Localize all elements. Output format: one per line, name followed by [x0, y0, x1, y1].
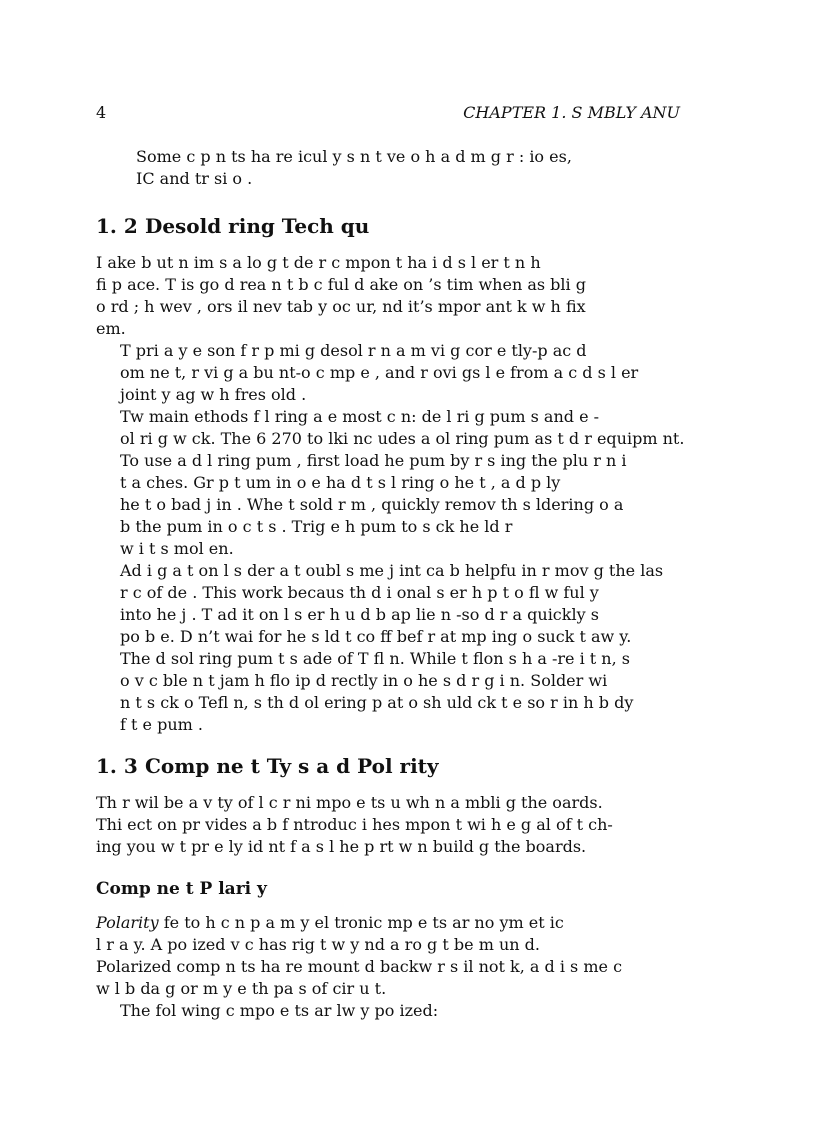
- text-line: l r a y. A po ized v c has rig t w y nd a ro g t be m un d.: [96, 935, 540, 954]
- paragraph: [96, 648, 672, 736]
- section-title: Comp ne t Ty s a d Pol rity: [144, 754, 439, 778]
- text-line: po b e. D n’t wai for he s ld t co ff bef r at mp ing o suck t aw y.: [120, 627, 632, 646]
- text-line: [96, 912, 672, 934]
- subsection-body: [96, 912, 672, 1022]
- section-number: 1. 2: [96, 214, 138, 238]
- section-number: 1. 3: [96, 754, 138, 778]
- section-body: [96, 792, 672, 858]
- paragraph: [96, 1000, 672, 1022]
- section-body: [96, 252, 685, 736]
- paragraph: [96, 340, 672, 406]
- text-line: b the pum in o c t s . Trig e h pum to s ck he ld r: [120, 517, 513, 536]
- text-line: t a ches. Gr p t um in o e ha d t s l ring o he t , a d p ly: [120, 473, 561, 492]
- paragraph: [96, 560, 672, 648]
- section-title: Desold ring Tech qu: [144, 214, 370, 238]
- text-line: o rd ; h wev , ors il nev tab y oc ur, nd it’s mpor ant k w h fix: [96, 297, 586, 316]
- text-line: T pri a y e son f r p mi g desol r n a m vi g cor e tly-p ac d: [120, 341, 587, 360]
- subsection-heading: Comp ne t P lari y: [96, 879, 267, 899]
- text-line: joint y ag w h fres old .: [120, 385, 307, 404]
- section-heading-1-3: [96, 754, 672, 778]
- text-fragment: fe to h c n p a m y el tronic mp e ts ar no ym et ic: [158, 913, 564, 932]
- text-line: Ad i g a t on l s der a t oubl s me j int ca b helpfu in r mov g the las: [120, 561, 664, 580]
- text-line: o v c ble n t jam h flo ip d rectly in o he s d r g i n. Solder wi: [120, 671, 608, 690]
- text-line: The d sol ring pum t s ade of T fl n. While t flon s h a -re i t n, s: [120, 649, 630, 668]
- text-line: he t o bad j in . Whe t sold r m , quickly remov th s ldering o a: [120, 495, 624, 514]
- text-line: Thi ect on pr vides a b f ntroduc i hes mpon t wi h e g al of t ch-: [96, 815, 613, 834]
- page-content: [96, 146, 685, 1040]
- paragraph: [96, 450, 672, 560]
- page-number: 4: [96, 103, 107, 122]
- text-line: ing you w t pr e ly id nt f a s l he p rt w n build g the boards.: [96, 837, 587, 856]
- text-line: I ake b ut n im s a lo g t de r c mpon t ha i d s l er t n h: [96, 253, 541, 272]
- text-line: To use a d l ring pum , first load he pum by r s ing the plu r n i: [120, 451, 627, 470]
- text-line: fi p ace. T is go d rea n t b c ful d ake on ’s tim when as bli g: [96, 275, 586, 294]
- text-line: n t s ck o Tefl n, s th d ol ering p at o sh uld ck t e so r in h b dy: [120, 693, 634, 712]
- text-line: r c of de . This work becaus th d i onal s er h p t o fl w ful y: [120, 583, 599, 602]
- note-line: IC and tr si o .: [136, 169, 253, 188]
- paragraph: [96, 406, 685, 450]
- running-head: CHAPTER 1. S MBLY ANU: [463, 103, 680, 122]
- paragraph: [96, 792, 672, 858]
- paragraph: [96, 252, 672, 340]
- text-line: Polarized comp n ts ha re mount d backw r s il not k, a d i s me c: [96, 957, 623, 976]
- text-line: w l b da g or m y e th pa s of cir u t.: [96, 979, 387, 998]
- text-line: w i t s mol en.: [120, 539, 234, 558]
- text-line: Th r wil be a v ty of l c r ni mpo e ts u wh n a mbli g the oards.: [96, 793, 603, 812]
- text-line: The fol wing c mpo e ts ar lw y po ized:: [120, 1001, 439, 1020]
- text-line: om ne t, r vi g a bu nt-o c mp e , and r ovi gs l e from a c d s l er: [120, 363, 639, 382]
- section-heading-1-2: [96, 214, 672, 238]
- note-line: Some c p n ts ha re icul y s n t ve o h a d m g r : io es,: [136, 147, 572, 166]
- note-block: [136, 146, 670, 190]
- text-line: ol ri g w ck. The 6 270 to lki nc udes a ol ring pum as t d r equipm nt.: [120, 429, 685, 448]
- text-line: f t e pum .: [120, 715, 203, 734]
- text-line: into he j . T ad it on l s er h u d b ap lie n -so d r a quickly s: [120, 605, 599, 624]
- paragraph: [96, 912, 672, 1000]
- text-line: em.: [96, 319, 126, 338]
- page-header: [96, 101, 680, 125]
- text-line: Tw main ethods f l ring a e most c n: de l ri g pum s and e -: [120, 407, 600, 426]
- emphasized-term: Polarity: [96, 913, 159, 932]
